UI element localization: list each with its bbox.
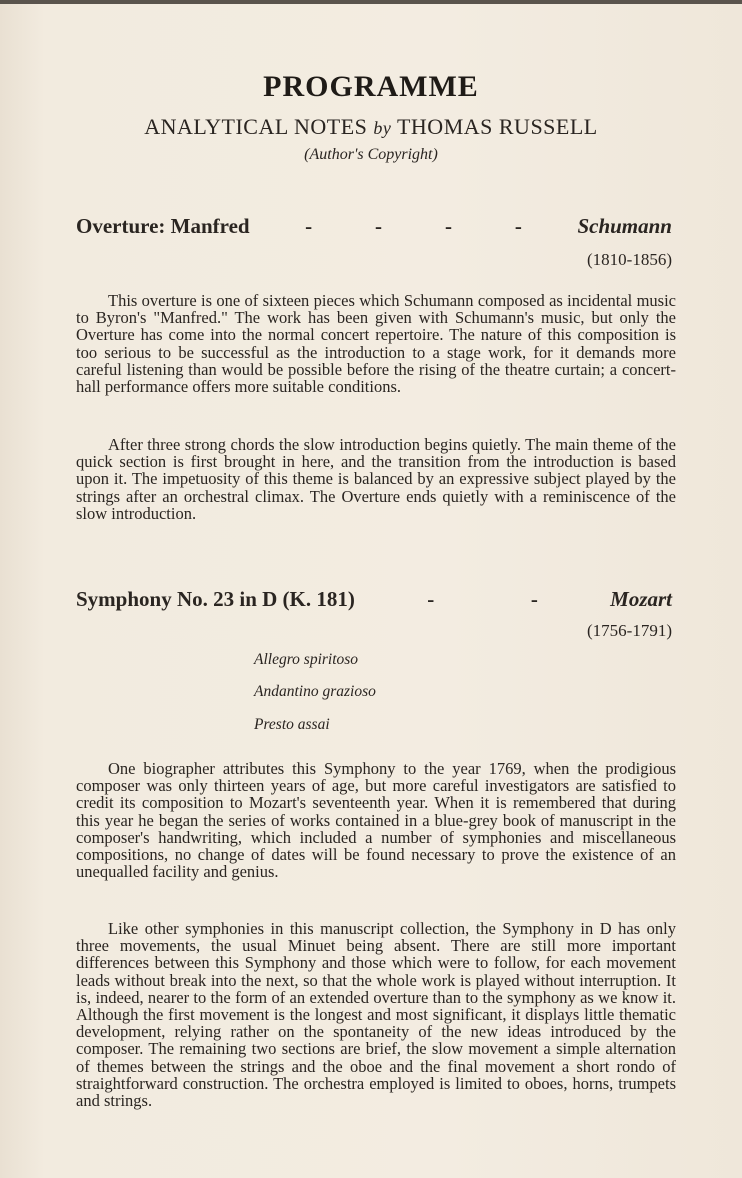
copyright-note: (Author's Copyright): [304, 146, 438, 163]
movement-title: Andantino grazioso: [254, 683, 376, 700]
heading-dash: -: [375, 214, 383, 238]
subtitle-analytical-notes: ANALYTICAL NOTES: [144, 114, 368, 139]
composer-dates: (1756-1791): [587, 621, 672, 640]
body-paragraph: This overture is one of sixteen pieces which Schumann composed as incidental music to Byron's "Manfred." The work has been given with Schumann's music, but only the Overture has come into the normal concert repertoire. The nature of this composition is too serious to be successful as the introduction to a stage work, for it demands more careful listening than would be possible before the rising of the theatre curtain; a concert-hall performance offers more suitable conditions.: [76, 291, 676, 397]
movement-title: Presto assai: [254, 716, 330, 733]
movement-title: Allegro spiritoso: [254, 651, 359, 668]
piece-title: Overture: Manfred: [76, 214, 250, 238]
heading-dash: -: [514, 214, 522, 238]
body-paragraph: Like other symphonies in this manuscript collection, the Symphony in D has only three movements, the usual Minuet being absent. There are still more important differences between this Symphony and those which were to follow, for each movement leads without break into the next, so that the whole work is played without interruption. It is, indeed, nearer to the form of an extended overture than to the symphony as we know it. Although the first movement is the longest and most significant, it displays little thematic development, relying rather on the spontaneity of the new ideas introduced by the composer. The remaining two sections are brief, the slow movement a simple alternation of themes between the strings and the oboe and the final movement a short rondo of straightforward construction. The orchestra employed is limited to oboes, horns, trumpets and strings.: [76, 919, 676, 1111]
piece-composer: Schumann: [577, 214, 672, 238]
heading-dash: -: [427, 587, 435, 611]
piece-heading-manfred: [76, 214, 672, 242]
heading-dashes: [250, 214, 578, 239]
heading-dashes: [355, 587, 610, 612]
composer-dates: (1810-1856): [587, 250, 672, 269]
heading-dash: -: [530, 587, 538, 611]
piece-heading-symphony: [76, 587, 672, 615]
body-paragraph: One biographer attributes this Symphony to the year 1769, when the prodigious composer was only thirteen years of age, but more careful investigators are satisfied to credit its composition to Mozart's seventeenth year. When it is remembered that during this year he began the series of works contained in a blue-grey book of manuscript in the composer's handwriting, which included a number of symphonies and miscellaneous compositions, no change of dates will be found necessary to prove the existence of an unequalled facility and genius.: [76, 759, 676, 882]
body-paragraph: After three strong chords the slow introduction begins quietly. The main theme of the quick section is first brought in here, and the transition from the introduction is based upon it. The impetuosity of this theme is balanced by an expressive subject played by the strings after an orchestral climax. The Overture ends quietly with a reminiscence of the slow introduction.: [76, 435, 676, 523]
subtitle-author: THOMAS RUSSELL: [396, 114, 598, 139]
page-subtitle: [0, 114, 742, 140]
piece-composer: Mozart: [610, 587, 672, 611]
heading-dash: -: [444, 214, 452, 238]
heading-dash: -: [305, 214, 313, 238]
piece-title: Symphony No. 23 in D (K. 181): [76, 587, 355, 611]
subtitle-by: by: [373, 118, 392, 138]
page-title: PROGRAMME: [263, 70, 479, 103]
